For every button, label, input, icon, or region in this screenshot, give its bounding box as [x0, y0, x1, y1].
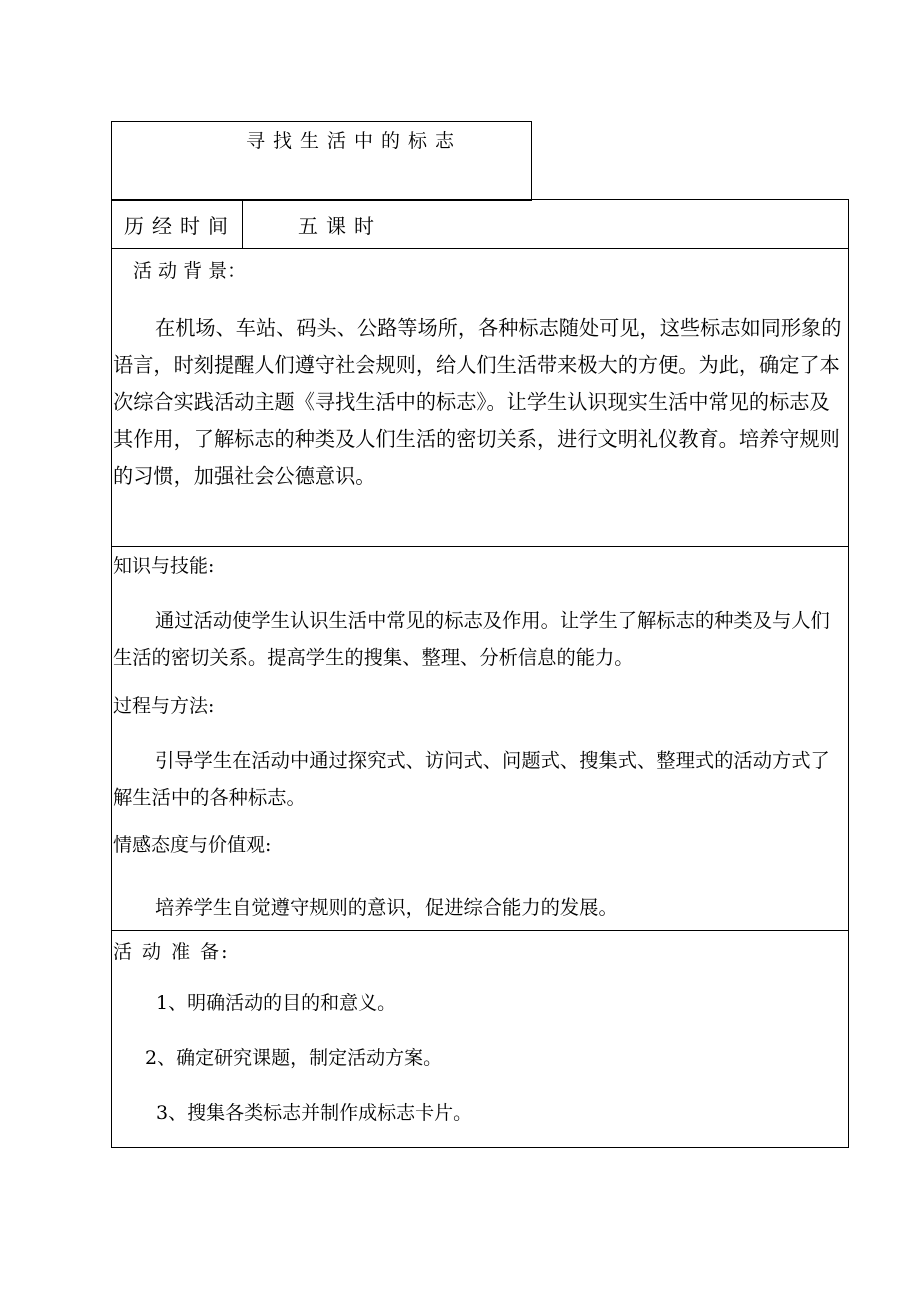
preparation-item-3: 3、搜集各类标志并制作成标志卡片。 [156, 1102, 473, 1124]
row-divider-3 [111, 930, 849, 931]
background-text: 在机场、车站、码头、公路等场所，各种标志随处可见，这些标志如同形象的语言，时刻提醒人们遵守社会规则，给人们生活带来极大的方便。为此，确定了本次综合实践活动主题《寻找生活中的标志》。让学生认识现实生活中常见的标志及其作用，了解标志的种类及人们生活的密切关系，进行文明礼仪教育。培养守规则的习惯，加强社会公德意识。 [113, 316, 842, 488]
knowledge-skills-heading: 知识与技能: [113, 555, 215, 577]
row-divider-2 [111, 546, 849, 547]
duration-value: 五课时 [298, 214, 382, 238]
background-heading: 活 动 背 景： [133, 260, 247, 282]
process-method-heading: 过程与方法: [113, 695, 215, 717]
process-method-text: 引导学生在活动中通过探究式、访问式、问题式、搜集式、整理式的活动方式了解生活中的各种标志。 [113, 749, 830, 809]
preparation-item-1: 1、明确活动的目的和意义。 [156, 992, 397, 1014]
preparation-heading: 活 动 准 备: [113, 941, 230, 963]
knowledge-skills-text: 通过活动使学生认识生活中常见的标志及作用。让学生了解标志的种类及与人们生活的密切关系。提高学生的搜集、整理、分析信息的能力。 [113, 609, 830, 669]
emotion-values-text: 培养学生自觉遵守规则的意识，促进综合能力的发展。 [155, 896, 618, 919]
document-title: 寻找生活中的标志 [246, 130, 463, 152]
duration-label: 历经时间 [124, 214, 236, 238]
preparation-item-2: 2、确定研究课题，制定活动方案。 [145, 1047, 443, 1069]
row-divider-1 [111, 248, 849, 249]
duration-divider [242, 199, 243, 249]
emotion-values-heading: 情感态度与价值观: [113, 834, 272, 856]
